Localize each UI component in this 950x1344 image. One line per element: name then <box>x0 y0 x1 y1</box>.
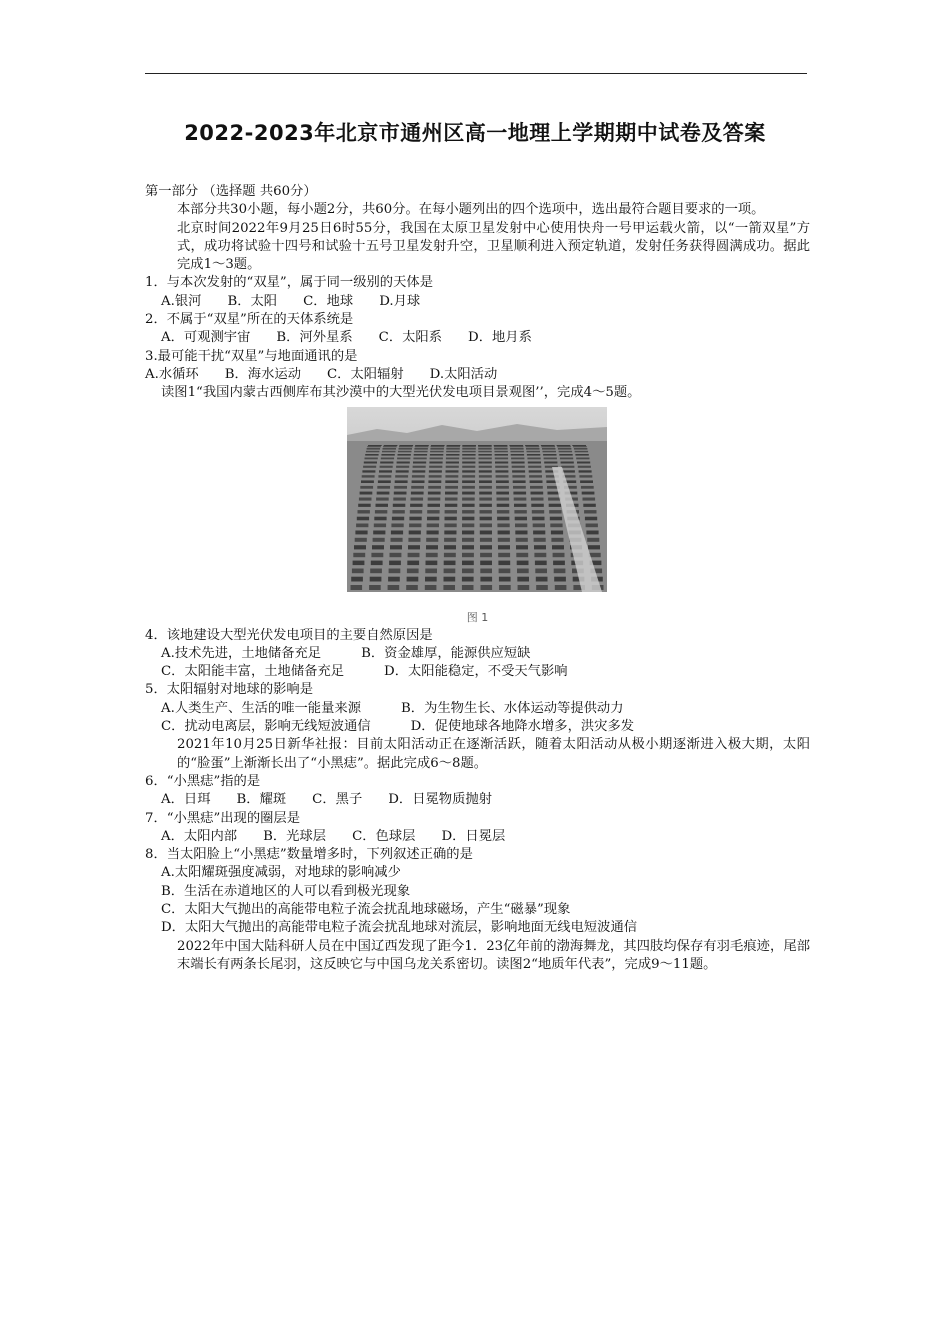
question-3-options <box>145 366 810 384</box>
figure-1-caption: 图 1 <box>466 610 489 624</box>
section-heading: 第一部分 （选择题 共60分） <box>145 184 317 199</box>
question-8-option-a: A.太阳耀斑强度减弱，对地球的影响减少 <box>161 865 401 881</box>
question-4-stem: 4．该地建设大型光伏发电项目的主要自然原因是 <box>145 627 433 643</box>
option-a: A.银河 <box>161 293 202 309</box>
option-c: C．色球层 <box>352 828 416 844</box>
option-b: B．光球层 <box>263 828 327 844</box>
option-b: B．太阳 <box>227 293 278 309</box>
passage-3: 2021年10月25日新华社报：目前太阳活动正在逐渐活跃，随着太阳活动从极小期逐渐进入极大期，太阳的“脸蛋”上渐渐长出了“小黑痣”。据此完成6～8题。 <box>177 737 810 771</box>
question-1-stem: 1．与本次发射的“双星”，属于同一级别的天体是 <box>145 275 433 291</box>
option-a: A．太阳内部 <box>161 828 238 844</box>
option-d: D.月球 <box>379 293 421 309</box>
option-c: C．地球 <box>303 293 354 309</box>
option-c: C．太阳辐射 <box>327 366 404 382</box>
header-rule <box>145 73 807 74</box>
option-d: D．太阳能稳定，不受天气影响 <box>384 664 568 680</box>
passage-4: 2022年中国大陆科研人员在中国辽西发现了距今1．23亿年前的渤海舞龙，其四肢均保存有羽毛痕迹，尾部末端长有两条长尾羽，这反映它与中国乌龙关系密切。读图2“地质年代表”，完成9～11题。 <box>177 938 810 972</box>
option-d: D．日冕物质抛射 <box>388 792 492 808</box>
option-a: A．可观测宇宙 <box>161 330 251 346</box>
option-b: B．为生物生长、水体运动等提供动力 <box>401 700 624 716</box>
option-d: D.太阳活动 <box>429 366 498 382</box>
option-c: C．太阳能丰富，土地储备充足 <box>161 664 345 680</box>
option-d: D．地月系 <box>468 330 532 346</box>
question-8-option-d: D．太阳大气抛出的高能带电粒子流会扰乱地球对流层，影响地面无线电短波通信 <box>161 920 638 936</box>
option-b: B．耀斑 <box>236 792 287 808</box>
question-2-stem: 2．不属于“双星”所在的天体系统是 <box>145 312 354 328</box>
question-3-stem: 3.最可能干扰“双星”与地面通讯的是 <box>145 348 358 364</box>
option-b: B．资金雄厚，能源供应短缺 <box>361 645 531 661</box>
option-a: A.人类生产、生活的唯一能量来源 <box>161 700 361 716</box>
option-b: B．海水运动 <box>224 366 301 382</box>
option-a: A．日珥 <box>161 792 211 808</box>
question-8-option-c: C．太阳大气抛出的高能带电粒子流会扰乱地球磁场，产生“磁暴”现象 <box>161 902 571 918</box>
question-6-options <box>145 791 810 809</box>
option-c: C．扰动电离层，影响无线短波通信 <box>161 719 371 735</box>
question-7-options <box>145 828 810 846</box>
option-a: A.技术先进，土地储备充足 <box>161 645 322 661</box>
option-c: C．太阳系 <box>378 330 443 346</box>
option-a: A.水循环 <box>145 366 199 382</box>
solar-farm-photo <box>347 407 607 592</box>
question-8-option-b: B．生活在赤道地区的人可以看到极光现象 <box>161 883 411 899</box>
option-d: D．日冕层 <box>441 828 506 844</box>
question-2-options <box>145 329 810 347</box>
question-7-stem: 7．“小黑痣”出现的圈层是 <box>145 810 301 826</box>
question-1-options <box>145 293 810 311</box>
document-title: 2022-2023年北京市通州区高一地理上学期期中试卷及答案 <box>184 121 766 145</box>
question-6-stem: 6．“小黑痣”指的是 <box>145 773 261 789</box>
section-instruction: 本部分共30小题，每小题2分，共60分。在每小题列出的四个选项中，选出最符合题目要求的一项。 <box>177 202 765 218</box>
option-c: C．黑子 <box>312 792 363 808</box>
question-4-options-cd <box>145 663 810 681</box>
option-d: D．促使地球各地降水增多，洪灾多发 <box>410 719 635 735</box>
passage-2: 读图1“我国内蒙古西侧库布其沙漠中的大型光伏发电项目景观图’’，完成4～5题。 <box>161 385 641 401</box>
question-4-options-ab <box>145 645 810 663</box>
passage-1: 北京时间2022年9月25日6时55分，我国在太原卫星发射中心使用快舟一号甲运载火箭，以“一箭双星”方式，成功将试验十四号和试验十五号卫星发射升空，卫星顺利进入预定轨道，发射任务获得圆满成功。据此完成1～3题。 <box>177 220 810 273</box>
document-body <box>145 183 810 974</box>
question-5-stem: 5．太阳辐射对地球的影响是 <box>145 682 314 698</box>
question-8-stem: 8．当太阳脸上“小黑痣”数量增多时，下列叙述正确的是 <box>145 847 473 863</box>
option-b: B．河外星系 <box>276 330 353 346</box>
question-5-options-cd <box>145 718 810 736</box>
figure-1 <box>145 407 810 625</box>
question-5-options-ab <box>145 700 810 718</box>
